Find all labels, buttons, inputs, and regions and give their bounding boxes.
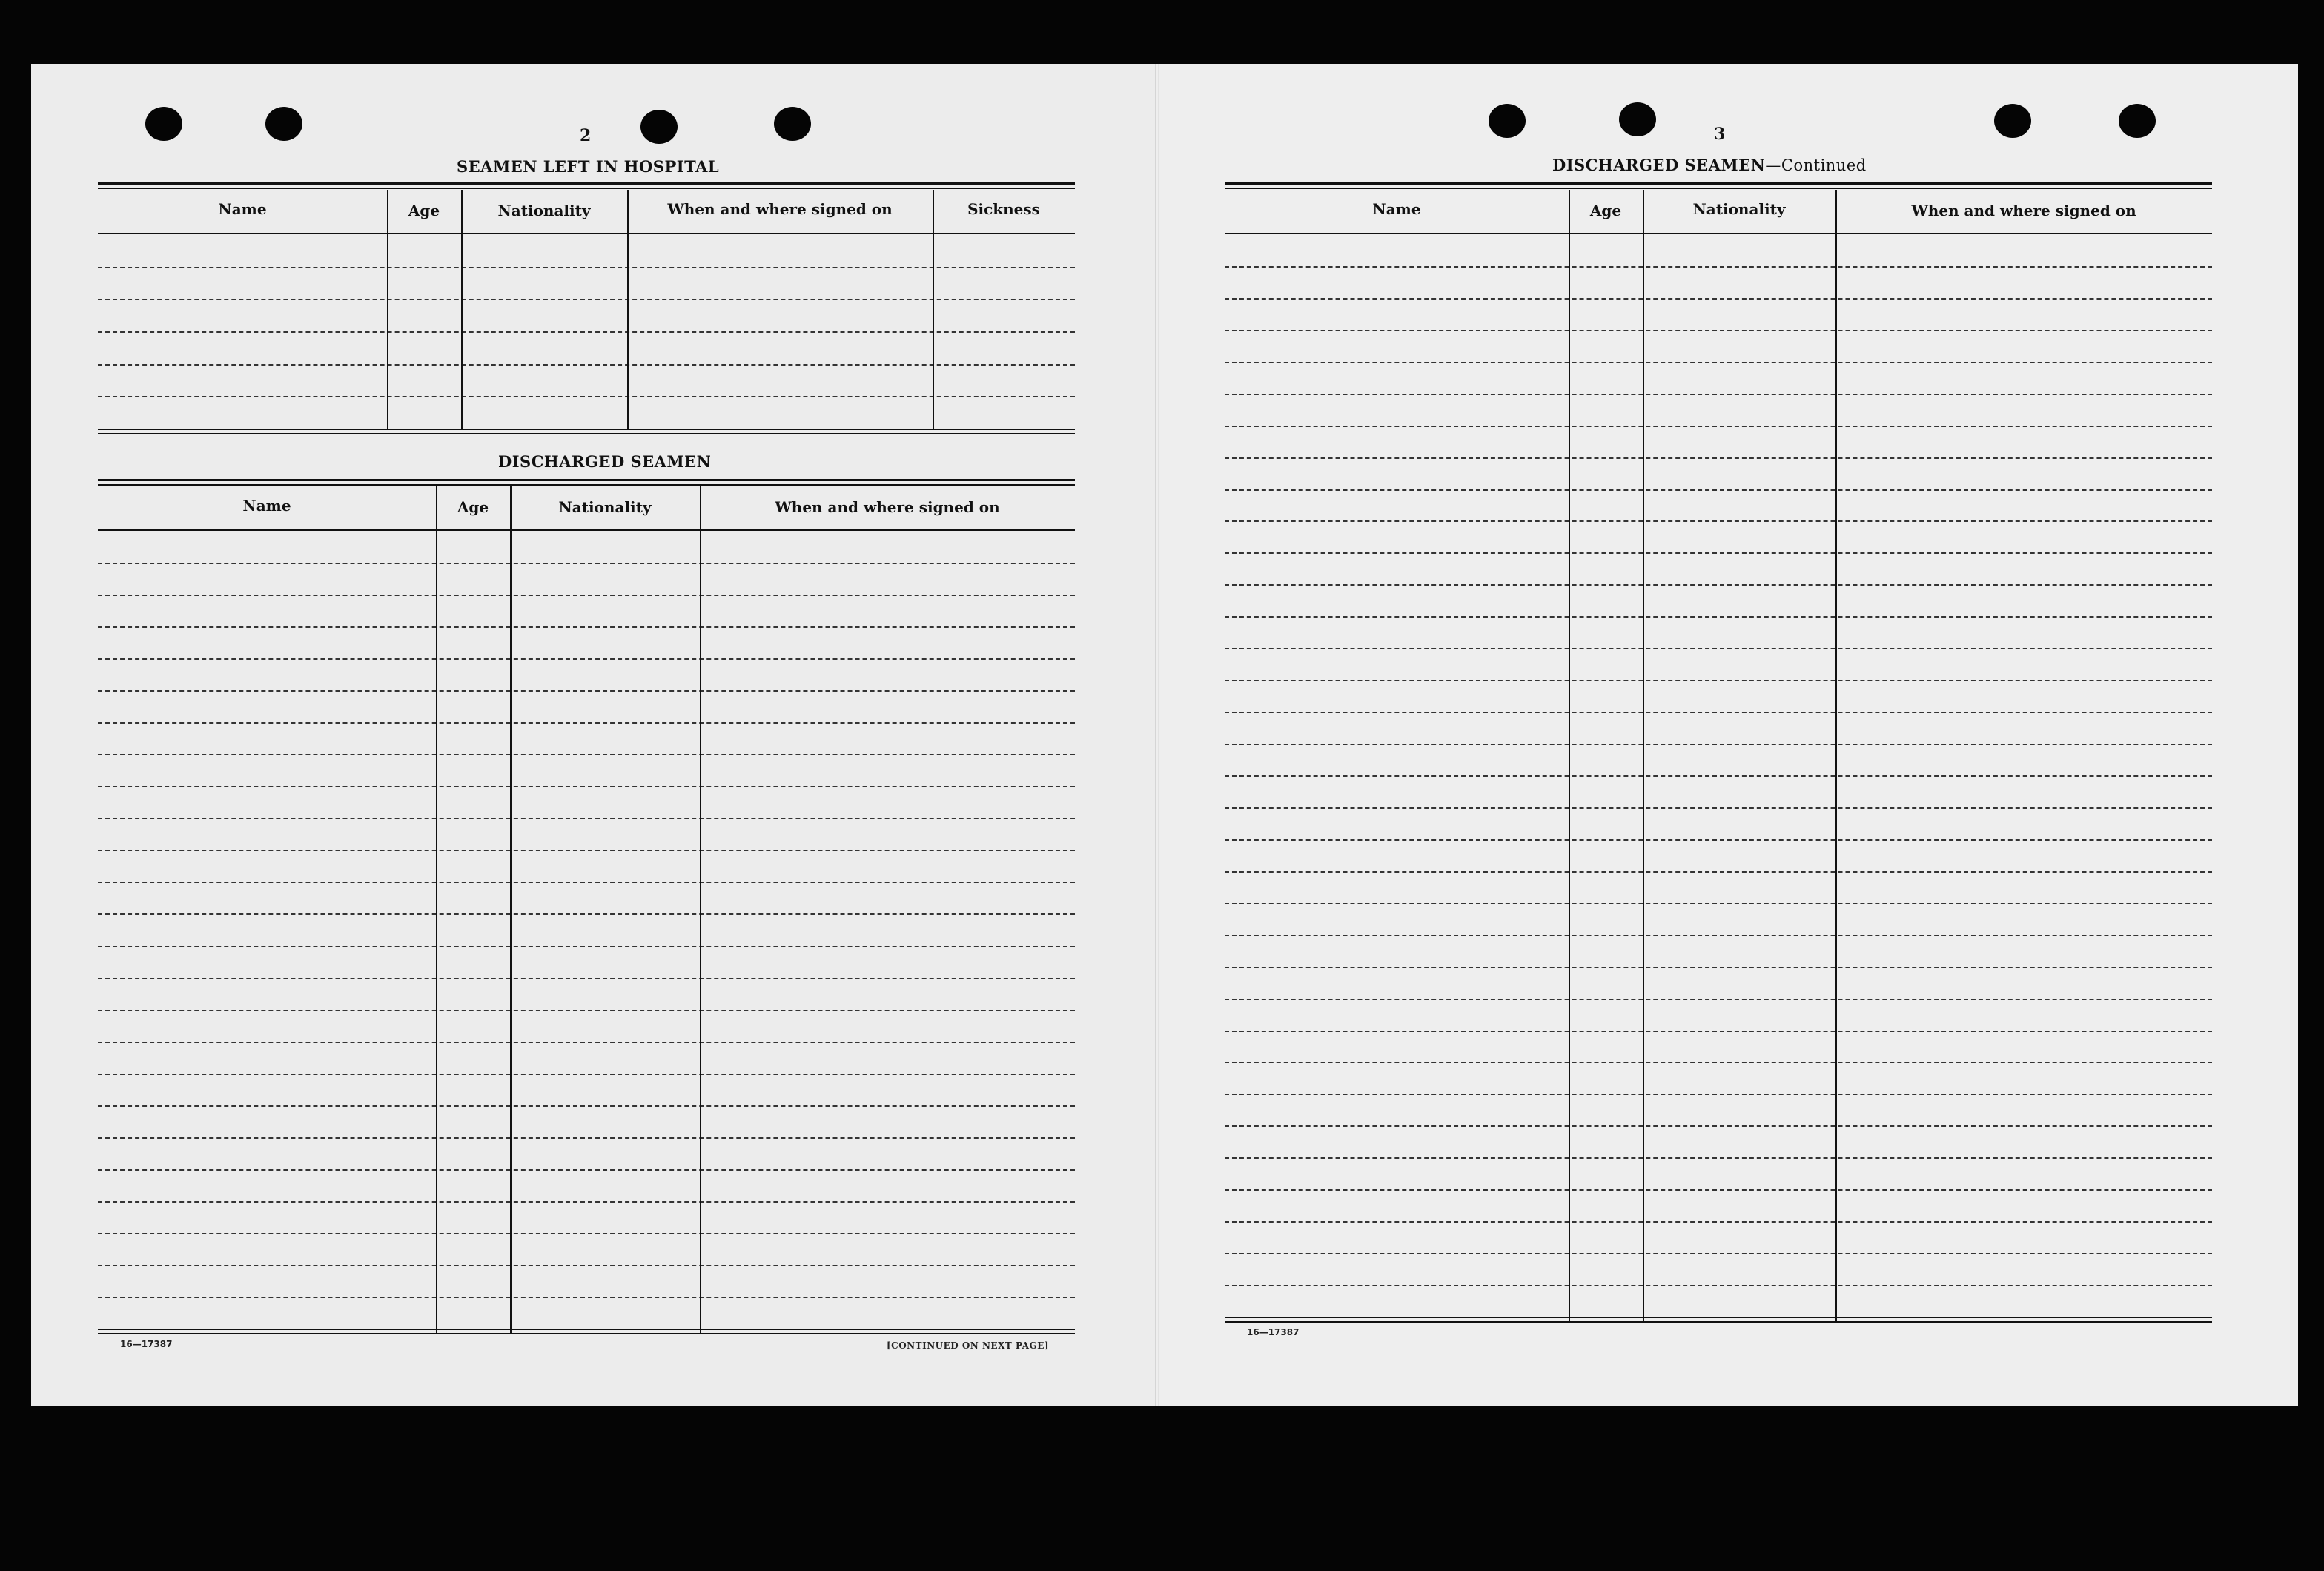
table-row <box>1225 967 2212 968</box>
column-divider <box>933 190 934 430</box>
column-divider <box>1643 190 1644 1321</box>
column-divider <box>1569 190 1570 1321</box>
table-row <box>98 331 1075 333</box>
right-top-rule <box>1225 182 2212 185</box>
punch-hole <box>2119 104 2156 138</box>
col-header-signed-on: When and where signed on <box>1911 202 2136 219</box>
hospital-header-rule <box>98 233 1075 234</box>
discharged-top-rule-2 <box>98 484 1075 486</box>
table-row <box>1225 1094 2212 1095</box>
col-header-nationality: Nationality <box>497 202 591 219</box>
table-row <box>1225 426 2212 427</box>
column-divider <box>387 190 388 430</box>
table-row <box>98 1201 1075 1203</box>
table-row <box>1225 999 2212 1000</box>
right-bottom-rule-2 <box>1225 1321 2212 1323</box>
discharged-section-title: DISCHARGED SEAMEN <box>498 452 712 471</box>
table-row <box>98 1042 1075 1043</box>
table-row <box>98 267 1075 268</box>
hospital-bottom-rule <box>98 429 1075 430</box>
table-row <box>1225 616 2212 618</box>
table-row <box>98 1105 1075 1107</box>
table-row <box>98 913 1075 915</box>
punch-hole <box>1994 104 2031 138</box>
punch-hole <box>265 107 302 141</box>
page-number: 2 <box>580 126 592 145</box>
punch-hole <box>1619 102 1656 136</box>
table-row <box>98 1137 1075 1139</box>
right-page <box>1158 64 2298 1406</box>
table-row <box>98 1169 1075 1171</box>
right-bottom-rule <box>1225 1317 2212 1318</box>
table-row <box>1225 680 2212 681</box>
table-row <box>98 563 1075 564</box>
col-header-sickness: Sickness <box>967 200 1040 218</box>
table-row <box>1225 775 2212 777</box>
column-divider <box>700 486 701 1333</box>
table-row <box>98 1265 1075 1266</box>
table-row <box>98 1233 1075 1234</box>
table-row <box>98 690 1075 692</box>
hospital-bottom-rule-2 <box>98 433 1075 434</box>
table-row <box>1225 903 2212 904</box>
table-row <box>98 754 1075 755</box>
table-row <box>1225 807 2212 809</box>
discharged-header-rule <box>98 529 1075 531</box>
table-row <box>1225 330 2212 331</box>
discharged-bottom-rule-2 <box>98 1333 1075 1334</box>
table-row <box>1225 871 2212 873</box>
col-header-age: Age <box>1589 202 1622 219</box>
table-row <box>1225 1125 2212 1127</box>
table-row <box>1225 1285 2212 1286</box>
table-row <box>98 978 1075 979</box>
hospital-section-title: SEAMEN LEFT IN HOSPITAL <box>457 157 720 176</box>
table-row <box>98 882 1075 883</box>
form-number: 16—17387 <box>1247 1327 1300 1337</box>
table-row <box>98 850 1075 851</box>
table-row <box>98 946 1075 947</box>
punch-hole <box>640 110 678 144</box>
table-row <box>1225 1253 2212 1254</box>
punch-hole <box>145 107 182 141</box>
col-header-name: Name <box>242 497 291 515</box>
right-header-rule <box>1225 233 2212 234</box>
col-header-name: Name <box>218 200 267 218</box>
column-divider <box>436 486 437 1333</box>
punch-hole <box>1489 104 1526 138</box>
col-header-signed-on: When and where signed on <box>775 498 1000 516</box>
table-row <box>98 658 1075 660</box>
column-divider <box>1835 190 1837 1321</box>
table-row <box>1225 394 2212 395</box>
table-row <box>98 299 1075 300</box>
col-header-nationality: Nationality <box>558 498 652 516</box>
table-row <box>1225 648 2212 649</box>
table-row <box>98 595 1075 596</box>
section-title-continued: —Continued <box>1765 156 1867 174</box>
table-row <box>1225 744 2212 745</box>
table-row <box>98 722 1075 724</box>
table-row <box>1225 520 2212 522</box>
table-row <box>98 1074 1075 1075</box>
table-row <box>98 626 1075 628</box>
section-title-text: DISCHARGED SEAMEN <box>1552 156 1766 174</box>
table-row <box>98 818 1075 819</box>
table-row <box>1225 1221 2212 1223</box>
punch-hole <box>774 107 811 141</box>
col-header-age: Age <box>457 498 489 516</box>
table-row <box>1225 935 2212 936</box>
hospital-top-rule <box>98 182 1075 185</box>
table-row <box>1225 1062 2212 1063</box>
column-divider <box>461 190 463 430</box>
discharged-continued-title <box>1552 156 1867 174</box>
page-fold <box>1155 64 1159 1406</box>
col-header-name: Name <box>1372 200 1421 218</box>
table-row <box>1225 552 2212 554</box>
table-row <box>1225 489 2212 491</box>
table-row <box>1225 266 2212 268</box>
table-row <box>98 364 1075 366</box>
table-row <box>1225 1189 2212 1191</box>
col-header-nationality: Nationality <box>1692 200 1786 218</box>
discharged-bottom-rule <box>98 1329 1075 1330</box>
hospital-top-rule-2 <box>98 188 1075 189</box>
table-row <box>98 1297 1075 1298</box>
table-row <box>98 1010 1075 1011</box>
col-header-age: Age <box>408 202 440 219</box>
table-row <box>1225 298 2212 300</box>
form-number: 16—17387 <box>120 1339 173 1349</box>
table-row <box>1225 839 2212 841</box>
discharged-top-rule <box>98 479 1075 481</box>
table-row <box>98 396 1075 397</box>
table-row <box>1225 584 2212 586</box>
table-row <box>1225 712 2212 713</box>
table-row <box>1225 457 2212 459</box>
table-row <box>1225 1157 2212 1159</box>
right-top-rule-2 <box>1225 188 2212 189</box>
left-page <box>31 64 1156 1406</box>
page-number: 3 <box>1714 125 1726 144</box>
table-row <box>1225 362 2212 363</box>
col-header-signed-on: When and where signed on <box>667 200 893 218</box>
column-divider <box>627 190 629 430</box>
table-row <box>98 786 1075 787</box>
table-row <box>1225 1031 2212 1032</box>
continued-note: [CONTINUED ON NEXT PAGE] <box>887 1340 1050 1351</box>
column-divider <box>510 486 512 1333</box>
